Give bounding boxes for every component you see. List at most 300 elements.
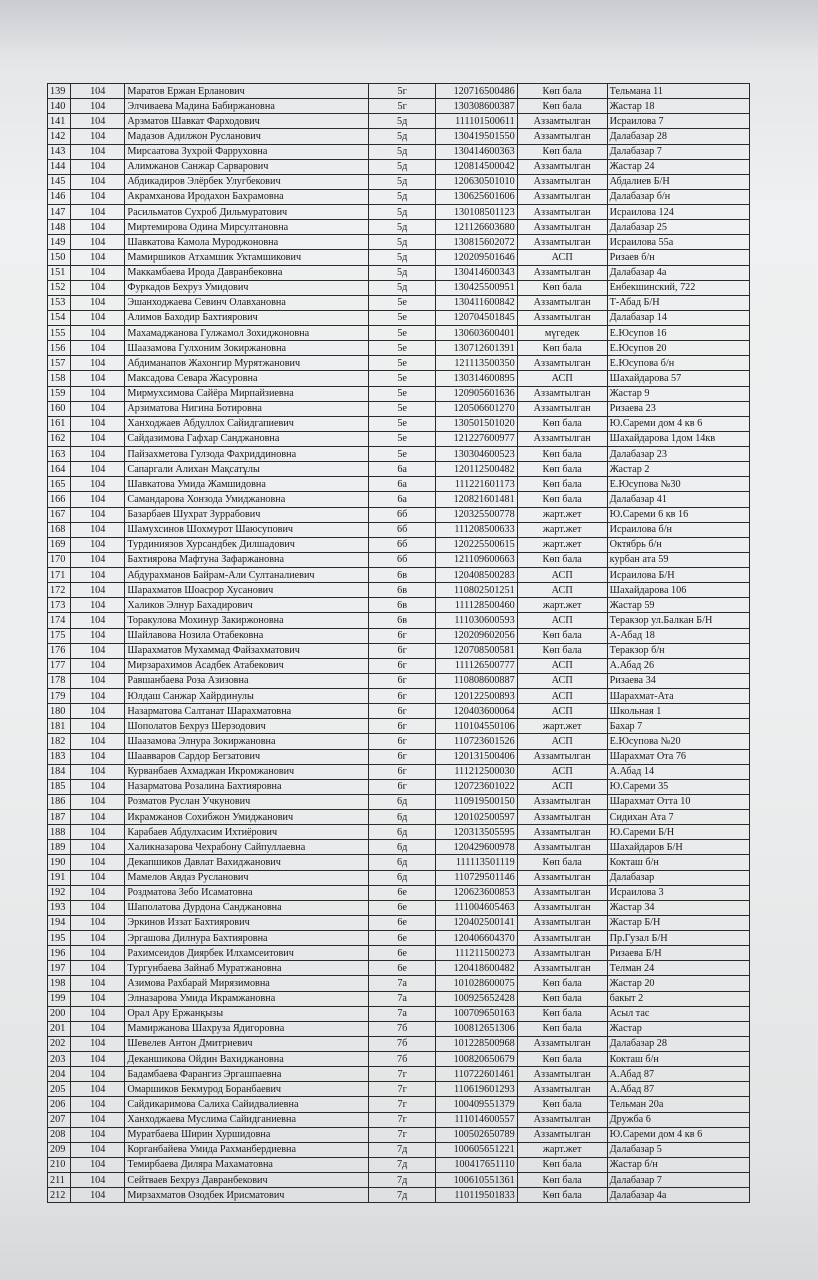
status-cell: АСП	[517, 568, 607, 583]
id-number-cell: 120821601481	[436, 492, 518, 507]
school-cell: 104	[71, 568, 125, 583]
row-number-cell: 172	[48, 583, 71, 598]
id-number-cell: 120131500406	[436, 749, 518, 764]
school-cell: 104	[71, 1052, 125, 1067]
school-cell: 104	[71, 537, 125, 552]
full-name-cell: Роздматова Зебо Исаматовна	[125, 885, 369, 900]
table-row	[48, 492, 750, 507]
class-cell: 6д	[369, 794, 436, 809]
id-number-cell: 120704501845	[436, 310, 518, 325]
table-row	[48, 1127, 750, 1142]
class-cell: 6г	[369, 704, 436, 719]
full-name-cell: Ханходжаева Муслима Сайидганиевна	[125, 1112, 369, 1127]
id-number-cell: 130712601391	[436, 341, 518, 356]
row-number-cell: 185	[48, 779, 71, 794]
school-cell: 104	[71, 1021, 125, 1036]
class-cell: 5е	[369, 310, 436, 325]
table-row	[48, 371, 750, 386]
address-cell: Далабазар 4а	[607, 1188, 749, 1203]
full-name-cell: Мамиржанова Шахруза Ядигоровна	[125, 1021, 369, 1036]
class-cell: 6в	[369, 568, 436, 583]
address-cell: Октябрь б/н	[607, 537, 749, 552]
full-name-cell: Шарахматов Шоасрор Хусанович	[125, 583, 369, 598]
school-cell: 104	[71, 492, 125, 507]
table-body	[48, 84, 750, 1203]
address-cell: Ю.Сареми Б/Н	[607, 825, 749, 840]
class-cell: 6б	[369, 522, 436, 537]
table-row	[48, 689, 750, 704]
full-name-cell: Бадамбаева Фарангиз Эргашпаевна	[125, 1067, 369, 1082]
row-number-cell: 168	[48, 522, 71, 537]
class-cell: 5е	[369, 326, 436, 341]
id-number-cell: 130304600523	[436, 447, 518, 462]
class-cell: 6а	[369, 477, 436, 492]
full-name-cell: Элчиваева Мадина Бабиржановна	[125, 99, 369, 114]
school-cell: 104	[71, 749, 125, 764]
status-cell: Көп бала	[517, 552, 607, 567]
address-cell: Далабазар 25	[607, 220, 749, 235]
address-cell: Ю.Сареми 6 кв 16	[607, 507, 749, 522]
status-cell: Көп бала	[517, 341, 607, 356]
school-cell: 104	[71, 613, 125, 628]
status-cell: АСП	[517, 779, 607, 794]
address-cell: Исраилова 124	[607, 205, 749, 220]
id-number-cell: 101228500968	[436, 1036, 518, 1051]
full-name-cell: Шаазамова Элнура Зокиржановна	[125, 734, 369, 749]
address-cell: Далабазар 23	[607, 447, 749, 462]
row-number-cell: 144	[48, 159, 71, 174]
table-row	[48, 205, 750, 220]
school-cell: 104	[71, 673, 125, 688]
class-cell: 6г	[369, 673, 436, 688]
status-cell: АСП	[517, 764, 607, 779]
id-number-cell: 100820650679	[436, 1052, 518, 1067]
status-cell: Көп бала	[517, 144, 607, 159]
address-cell: А.Абад 87	[607, 1067, 749, 1082]
full-name-cell: Эргашова Дилнура Бахтияровна	[125, 931, 369, 946]
id-number-cell: 100502650789	[436, 1127, 518, 1142]
class-cell: 6г	[369, 734, 436, 749]
school-cell: 104	[71, 689, 125, 704]
school-cell: 104	[71, 1142, 125, 1157]
address-cell: Абдалиев Б/Н	[607, 174, 749, 189]
id-number-cell: 110808600887	[436, 673, 518, 688]
full-name-cell: Шавкатова Камола Муроджоновна	[125, 235, 369, 250]
school-cell: 104	[71, 477, 125, 492]
id-number-cell: 120814500042	[436, 159, 518, 174]
table-row	[48, 174, 750, 189]
row-number-cell: 191	[48, 870, 71, 885]
status-cell: Көп бала	[517, 1097, 607, 1112]
id-number-cell: 130414600343	[436, 265, 518, 280]
class-cell: 5д	[369, 159, 436, 174]
address-cell: Школьная 1	[607, 704, 749, 719]
status-cell: Аззамтылган	[517, 840, 607, 855]
table-row	[48, 704, 750, 719]
id-number-cell: 130425500951	[436, 280, 518, 295]
full-name-cell: Азимова Рахбарай Мирязимовна	[125, 976, 369, 991]
table-row	[48, 764, 750, 779]
row-number-cell: 184	[48, 764, 71, 779]
full-name-cell: Абдурахманов Байрам-Али Султаналиевич	[125, 568, 369, 583]
row-number-cell: 151	[48, 265, 71, 280]
status-cell: мүгедек	[517, 326, 607, 341]
status-cell: Аззамтылган	[517, 386, 607, 401]
class-cell: 6б	[369, 507, 436, 522]
address-cell: Ризаева 34	[607, 673, 749, 688]
row-number-cell: 163	[48, 447, 71, 462]
class-cell: 6д	[369, 810, 436, 825]
table-row	[48, 673, 750, 688]
class-cell: 6е	[369, 946, 436, 961]
row-number-cell: 152	[48, 280, 71, 295]
full-name-cell: Корганбайева Умида Рахманбердиевна	[125, 1142, 369, 1157]
full-name-cell: Тургунбаева Зайнаб Муратжановна	[125, 961, 369, 976]
address-cell: Шахайдаров Б/Н	[607, 840, 749, 855]
address-cell: Жастар	[607, 1021, 749, 1036]
row-number-cell: 194	[48, 915, 71, 930]
table-row	[48, 431, 750, 446]
status-cell: Аззамтылган	[517, 174, 607, 189]
table-row	[48, 1157, 750, 1172]
table-row	[48, 613, 750, 628]
table-row	[48, 220, 750, 235]
table-row	[48, 1021, 750, 1036]
school-cell: 104	[71, 356, 125, 371]
class-cell: 5е	[369, 447, 436, 462]
id-number-cell: 111208500633	[436, 522, 518, 537]
class-cell: 7а	[369, 976, 436, 991]
id-number-cell: 121227600977	[436, 431, 518, 446]
school-cell: 104	[71, 794, 125, 809]
full-name-cell: Ханходжаев Абдуллох Сайидгапиевич	[125, 416, 369, 431]
table-row	[48, 991, 750, 1006]
id-number-cell: 121113500350	[436, 356, 518, 371]
status-cell: Аззамтылган	[517, 961, 607, 976]
status-cell: АСП	[517, 673, 607, 688]
full-name-cell: Махамаджанова Гулжамол Зохиджоновна	[125, 326, 369, 341]
school-cell: 104	[71, 583, 125, 598]
row-number-cell: 183	[48, 749, 71, 764]
address-cell: Жастар 20	[607, 976, 749, 991]
table-row	[48, 1006, 750, 1021]
status-cell: Аззамтылган	[517, 1082, 607, 1097]
class-cell: 5е	[369, 401, 436, 416]
address-cell: Теракзор б/н	[607, 643, 749, 658]
id-number-cell: 130815602072	[436, 235, 518, 250]
class-cell: 6а	[369, 492, 436, 507]
table-row	[48, 900, 750, 915]
id-number-cell: 111113501119	[436, 855, 518, 870]
class-cell: 5д	[369, 114, 436, 129]
full-name-cell: Пайзахметова Гулзода Фахриддиновна	[125, 447, 369, 462]
status-cell: Көп бала	[517, 280, 607, 295]
school-cell: 104	[71, 779, 125, 794]
table-row	[48, 159, 750, 174]
full-name-cell: Элназарова Умида Икрамжановна	[125, 991, 369, 1006]
school-cell: 104	[71, 1112, 125, 1127]
row-number-cell: 179	[48, 689, 71, 704]
class-cell: 6е	[369, 961, 436, 976]
full-name-cell: Шаполатова Дурдона Санджановна	[125, 900, 369, 915]
address-cell: Шарахмат-Ата	[607, 689, 749, 704]
school-cell: 104	[71, 1173, 125, 1188]
table-row	[48, 447, 750, 462]
row-number-cell: 148	[48, 220, 71, 235]
status-cell: Көп бала	[517, 1021, 607, 1036]
id-number-cell: 130411600842	[436, 295, 518, 310]
id-number-cell: 111101500611	[436, 114, 518, 129]
class-cell: 7г	[369, 1082, 436, 1097]
full-name-cell: Шамухсинов Шохмурот Шаюсупович	[125, 522, 369, 537]
address-cell: Далабазар 28	[607, 1036, 749, 1051]
address-cell: Теракзор ул.Балкан Б/Н	[607, 613, 749, 628]
address-cell: Шахайдарова 57	[607, 371, 749, 386]
class-cell: 5д	[369, 129, 436, 144]
address-cell: Шарахмат Ота 76	[607, 749, 749, 764]
table-row	[48, 84, 750, 99]
table-row	[48, 552, 750, 567]
full-name-cell: Маратов Ержан Ерланович	[125, 84, 369, 99]
address-cell: Кокташ б/н	[607, 855, 749, 870]
full-name-cell: Шаазамова Гулхоним Зокиржановна	[125, 341, 369, 356]
status-cell: АСП	[517, 583, 607, 598]
class-cell: 6д	[369, 825, 436, 840]
id-number-cell: 100610551361	[436, 1173, 518, 1188]
school-cell: 104	[71, 205, 125, 220]
status-cell: Аззамтылган	[517, 129, 607, 144]
address-cell: Т-Абад Б/Н	[607, 295, 749, 310]
address-cell: Жастар Б/Н	[607, 915, 749, 930]
address-cell: Исраилова Б/Н	[607, 568, 749, 583]
class-cell: 6г	[369, 719, 436, 734]
class-cell: 6г	[369, 749, 436, 764]
id-number-cell: 121109600663	[436, 552, 518, 567]
school-cell: 104	[71, 643, 125, 658]
table-row	[48, 386, 750, 401]
status-cell: Көп бала	[517, 1157, 607, 1172]
address-cell: Бахар 7	[607, 719, 749, 734]
row-number-cell: 187	[48, 810, 71, 825]
class-cell: 5д	[369, 220, 436, 235]
id-number-cell: 130603600401	[436, 326, 518, 341]
id-number-cell: 120623600853	[436, 885, 518, 900]
full-name-cell: Равшанбаева Роза Азизовна	[125, 673, 369, 688]
class-cell: 5е	[369, 416, 436, 431]
table-row	[48, 129, 750, 144]
row-number-cell: 197	[48, 961, 71, 976]
full-name-cell: Шевелев Антон Дмитриевич	[125, 1036, 369, 1051]
full-name-cell: Мирмухсимова Сайёра Мирпайзиевна	[125, 386, 369, 401]
id-number-cell: 120716500486	[436, 84, 518, 99]
address-cell: Сидихан Ата 7	[607, 810, 749, 825]
class-cell: 6в	[369, 598, 436, 613]
class-cell: 5г	[369, 99, 436, 114]
status-cell: Көп бала	[517, 416, 607, 431]
status-cell: Аззамтылган	[517, 946, 607, 961]
address-cell: Жастар 9	[607, 386, 749, 401]
full-name-cell: Алимжанов Санжар Сарварович	[125, 159, 369, 174]
table-row	[48, 915, 750, 930]
table-row	[48, 568, 750, 583]
school-cell: 104	[71, 280, 125, 295]
table-row	[48, 961, 750, 976]
address-cell: Ризаева 23	[607, 401, 749, 416]
row-number-cell: 182	[48, 734, 71, 749]
address-cell: А.Абад 14	[607, 764, 749, 779]
status-cell: Аззамтылган	[517, 1112, 607, 1127]
table-row	[48, 416, 750, 431]
status-cell: жарт.жет	[517, 719, 607, 734]
school-cell: 104	[71, 870, 125, 885]
status-cell: Көп бала	[517, 643, 607, 658]
status-cell: жарт.жет	[517, 522, 607, 537]
status-cell: Көп бала	[517, 855, 607, 870]
address-cell: Ю.Сареми 35	[607, 779, 749, 794]
id-number-cell: 130314600895	[436, 371, 518, 386]
id-number-cell: 111030600593	[436, 613, 518, 628]
row-number-cell: 188	[48, 825, 71, 840]
id-number-cell: 120429600978	[436, 840, 518, 855]
table-row	[48, 583, 750, 598]
address-cell: Исраилова 7	[607, 114, 749, 129]
row-number-cell: 180	[48, 704, 71, 719]
school-cell: 104	[71, 885, 125, 900]
row-number-cell: 157	[48, 356, 71, 371]
address-cell: Ризаева Б/Н	[607, 946, 749, 961]
status-cell: Аззамтылган	[517, 885, 607, 900]
school-cell: 104	[71, 1127, 125, 1142]
id-number-cell: 110722601461	[436, 1067, 518, 1082]
address-cell: Далабазар б/н	[607, 189, 749, 204]
school-cell: 104	[71, 734, 125, 749]
school-cell: 104	[71, 825, 125, 840]
class-cell: 6е	[369, 931, 436, 946]
table-row	[48, 840, 750, 855]
status-cell: Аззамтылган	[517, 1036, 607, 1051]
row-number-cell: 154	[48, 310, 71, 325]
full-name-cell: Турдиниязов Хурсандбек Дилшадович	[125, 537, 369, 552]
address-cell: Далабазар 14	[607, 310, 749, 325]
full-name-cell: Базарбаев Шухрат Зуррабович	[125, 507, 369, 522]
id-number-cell: 130501501020	[436, 416, 518, 431]
school-cell: 104	[71, 1188, 125, 1203]
id-number-cell: 130625601606	[436, 189, 518, 204]
table-row	[48, 295, 750, 310]
row-number-cell: 195	[48, 931, 71, 946]
school-cell: 104	[71, 704, 125, 719]
school-cell: 104	[71, 159, 125, 174]
school-cell: 104	[71, 386, 125, 401]
row-number-cell: 167	[48, 507, 71, 522]
class-cell: 6г	[369, 764, 436, 779]
school-cell: 104	[71, 84, 125, 99]
class-cell: 5г	[369, 84, 436, 99]
status-cell: Аззамтылган	[517, 794, 607, 809]
row-number-cell: 169	[48, 537, 71, 552]
row-number-cell: 142	[48, 129, 71, 144]
class-cell: 6д	[369, 870, 436, 885]
row-number-cell: 193	[48, 900, 71, 915]
row-number-cell: 200	[48, 1006, 71, 1021]
status-cell: АСП	[517, 613, 607, 628]
school-cell: 104	[71, 401, 125, 416]
status-cell: Аззамтылган	[517, 900, 607, 915]
row-number-cell: 164	[48, 462, 71, 477]
address-cell: Ризаев б/н	[607, 250, 749, 265]
row-number-cell: 196	[48, 946, 71, 961]
school-cell: 104	[71, 658, 125, 673]
full-name-cell: Икрамжанов Сохибжон Умиджанович	[125, 810, 369, 825]
class-cell: 6е	[369, 915, 436, 930]
status-cell: Аззамтылган	[517, 265, 607, 280]
id-number-cell: 130108501123	[436, 205, 518, 220]
class-cell: 7д	[369, 1188, 436, 1203]
id-number-cell: 120225500615	[436, 537, 518, 552]
status-cell: Аззамтылган	[517, 749, 607, 764]
class-cell: 7д	[369, 1142, 436, 1157]
full-name-cell: Омаршиков Бекмурод Боранбаевич	[125, 1082, 369, 1097]
status-cell: АСП	[517, 658, 607, 673]
id-number-cell: 120723601022	[436, 779, 518, 794]
table-row	[48, 1036, 750, 1051]
full-name-cell: Фуркадов Бехруз Умидович	[125, 280, 369, 295]
id-number-cell: 110729501146	[436, 870, 518, 885]
status-cell: АСП	[517, 250, 607, 265]
class-cell: 7д	[369, 1157, 436, 1172]
row-number-cell: 150	[48, 250, 71, 265]
full-name-cell: Абдикадиров Элёрбек Улугбекович	[125, 174, 369, 189]
address-cell: Е.Юсупов 20	[607, 341, 749, 356]
row-number-cell: 209	[48, 1142, 71, 1157]
class-cell: 5д	[369, 144, 436, 159]
status-cell: Көп бала	[517, 477, 607, 492]
address-cell: Исраилова б/н	[607, 522, 749, 537]
status-cell: Аззамтылган	[517, 931, 607, 946]
id-number-cell: 120209602056	[436, 628, 518, 643]
row-number-cell: 186	[48, 794, 71, 809]
address-cell: Жастар 59	[607, 598, 749, 613]
status-cell: АСП	[517, 734, 607, 749]
full-name-cell: Арзматов Шавкат Фарходович	[125, 114, 369, 129]
school-cell: 104	[71, 764, 125, 779]
id-number-cell: 100709650163	[436, 1006, 518, 1021]
row-number-cell: 156	[48, 341, 71, 356]
school-cell: 104	[71, 1157, 125, 1172]
status-cell: Аззамтылган	[517, 205, 607, 220]
status-cell: Аззамтылган	[517, 189, 607, 204]
id-number-cell: 111212500030	[436, 764, 518, 779]
full-name-cell: Абдиманапов Жахонгир Мурятжанович	[125, 356, 369, 371]
id-number-cell: 100812651306	[436, 1021, 518, 1036]
class-cell: 6д	[369, 855, 436, 870]
class-cell: 5д	[369, 205, 436, 220]
row-number-cell: 165	[48, 477, 71, 492]
school-cell: 104	[71, 114, 125, 129]
class-cell: 5д	[369, 265, 436, 280]
school-cell: 104	[71, 129, 125, 144]
address-cell: Кокташ б/н	[607, 1052, 749, 1067]
row-number-cell: 198	[48, 976, 71, 991]
address-cell: А.Абад 26	[607, 658, 749, 673]
full-name-cell: Декапшиков Давлат Вахиджанович	[125, 855, 369, 870]
row-number-cell: 141	[48, 114, 71, 129]
status-cell: Көп бала	[517, 991, 607, 1006]
school-cell: 104	[71, 250, 125, 265]
class-cell: 5д	[369, 174, 436, 189]
id-number-cell: 110619601293	[436, 1082, 518, 1097]
full-name-cell: Карабаев Абдулхасим Ихтиёрович	[125, 825, 369, 840]
